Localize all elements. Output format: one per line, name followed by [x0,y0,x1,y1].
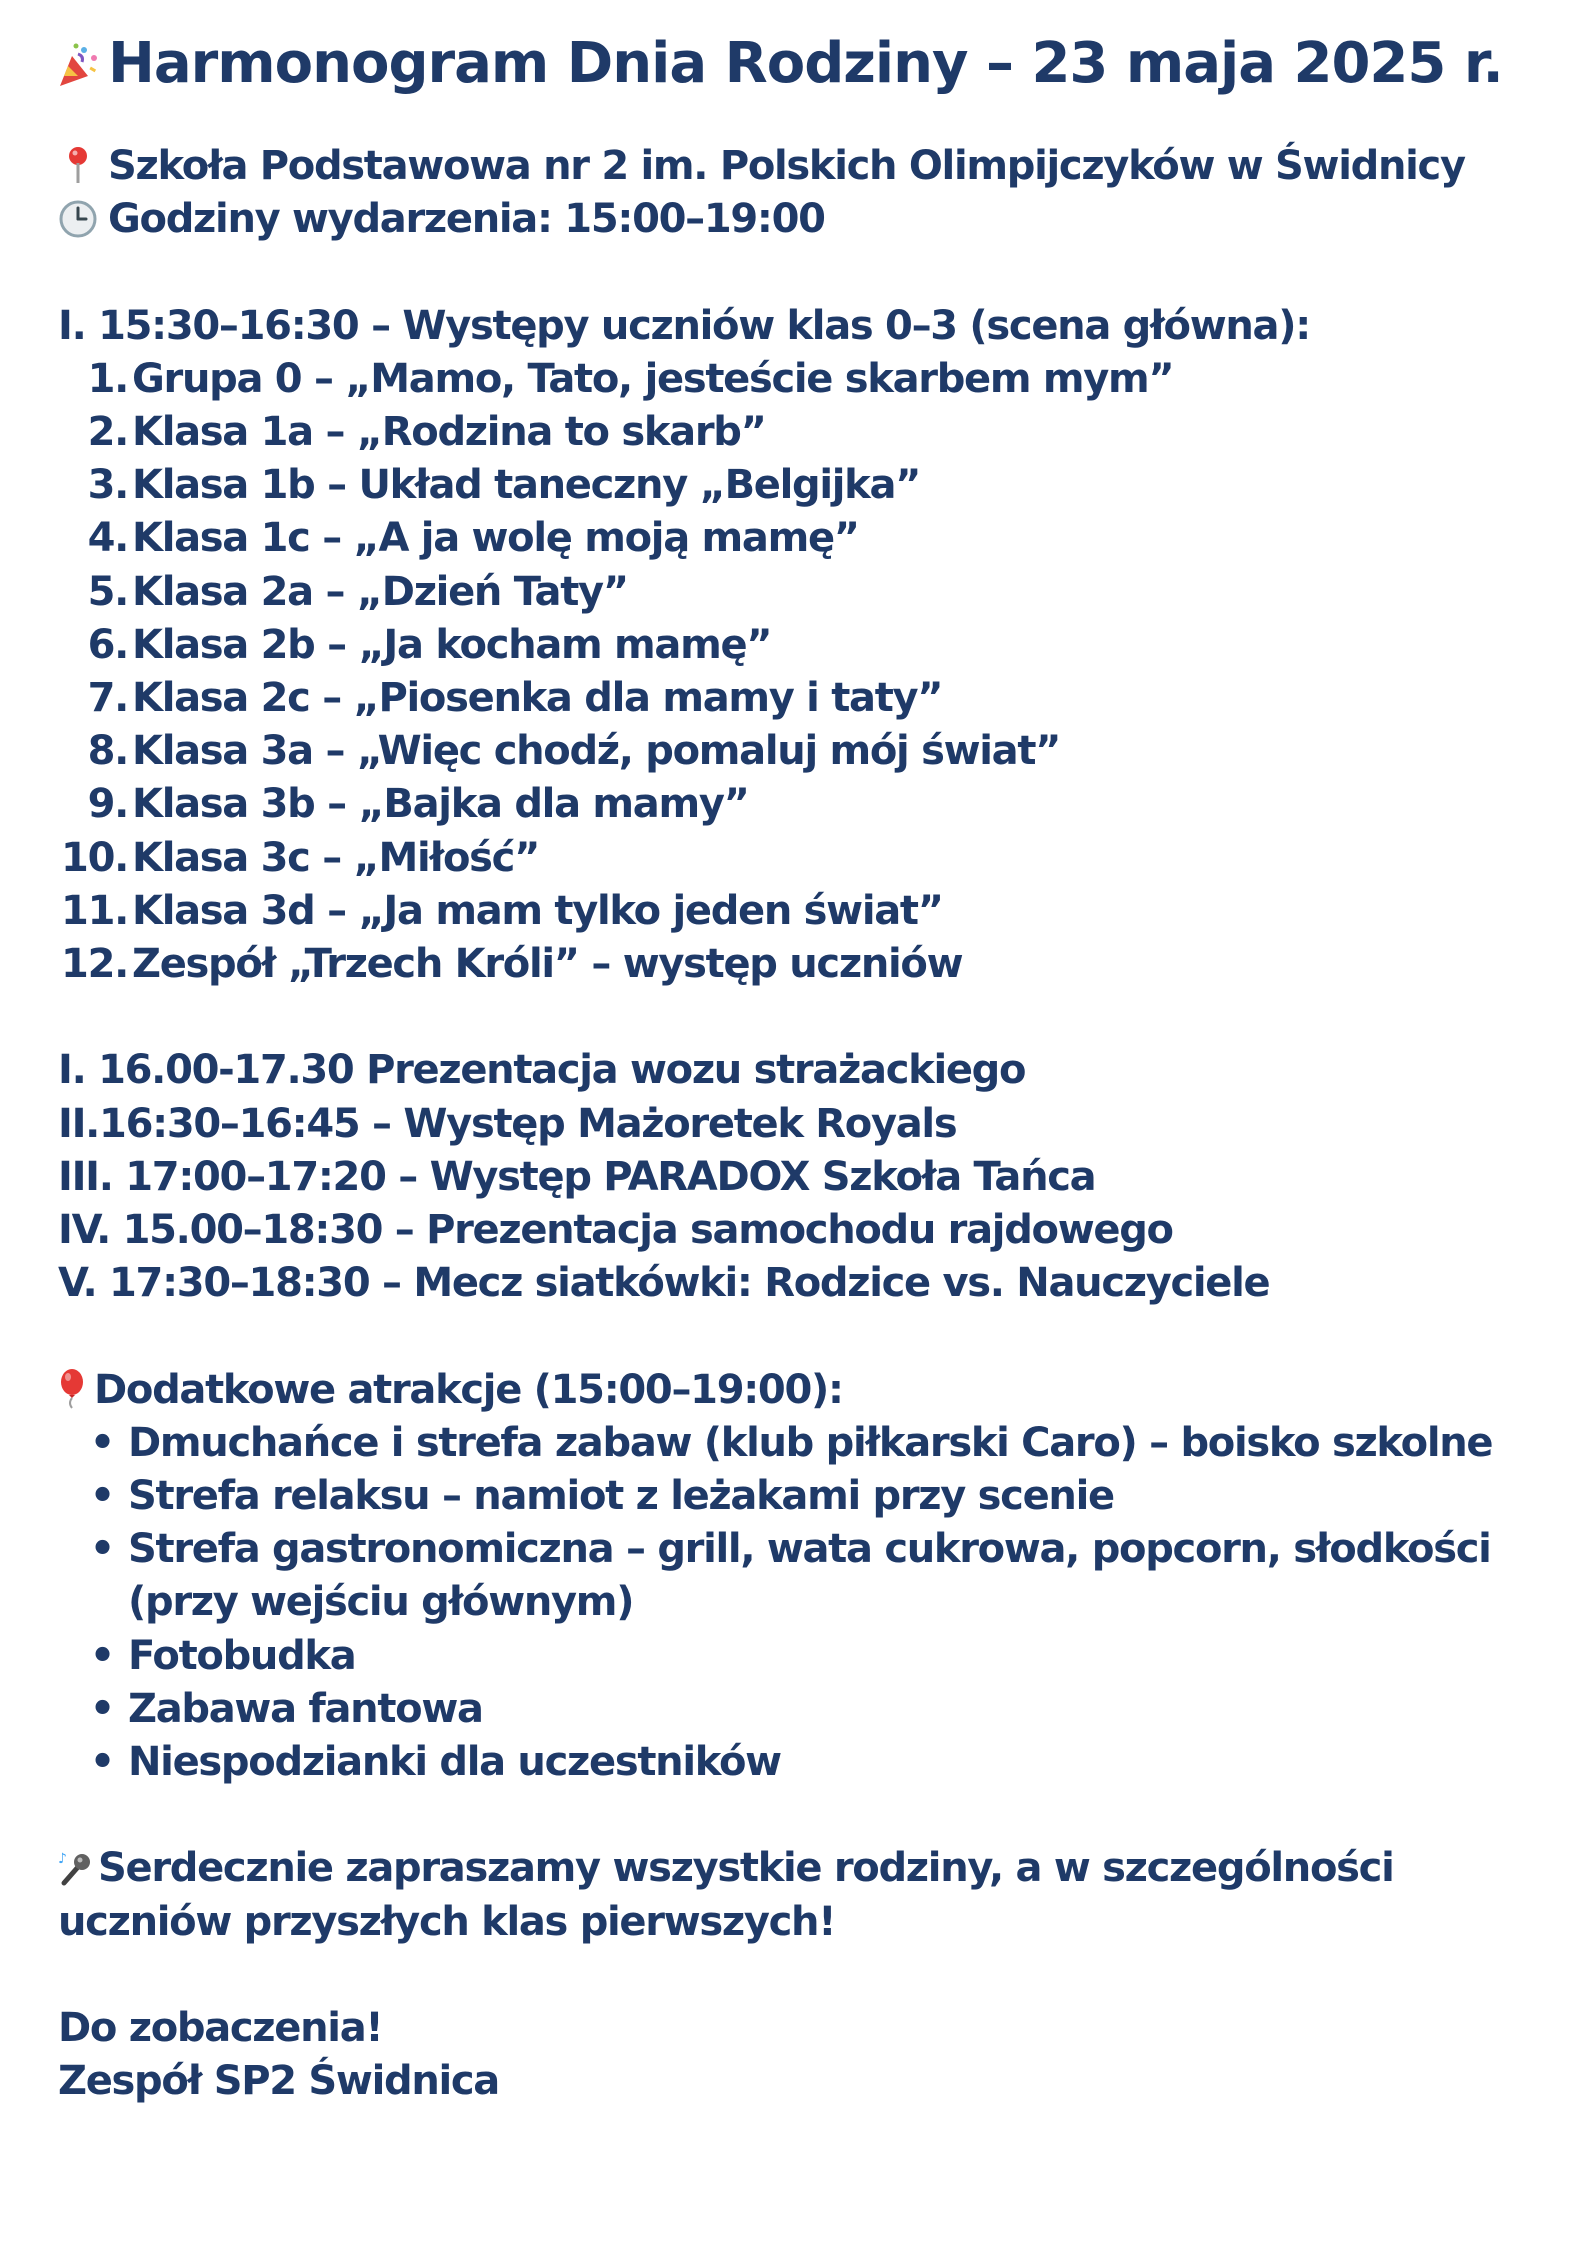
list-item-text: Klasa 2c – „Piosenka dla mamy i taty” [132,675,943,722]
list-item [58,459,1548,512]
list-item-text: Klasa 3c – „Miłość” [132,834,540,881]
schedule-item: III. 17:00–17:20 – Występ PARADOX Szkoła Tańca [58,1153,1096,1200]
hours-text: Godziny wydarzenia: 15:00–19:00 [108,196,825,243]
list-item-text: Klasa 3b – „Bajka dla mamy” [132,781,749,828]
list-item-number: 2. [87,409,128,455]
page-title [58,28,1548,100]
hours-line [58,193,1548,246]
list-item-number: 3. [87,462,128,509]
list-item [58,1470,1548,1523]
bullet: • [89,1739,114,1786]
list-item [58,1736,1548,1789]
list-item-text: Klasa 2a – „Dzień Taty” [132,568,628,615]
bullet: • [89,1473,114,1520]
list-item-text: Zespół „Trzech Króli” – występ uczniów [132,941,963,988]
party-popper-icon [58,28,98,100]
schedule-item: IV. 15.00–18:30 – Prezentacja samochodu rajdowego [58,1207,1173,1254]
list-item [58,353,1548,406]
balloon-icon [58,1364,86,1417]
list-item [58,566,1548,619]
list-item-number: 4. [87,515,128,562]
schedule-list [58,1044,1548,1310]
list-item-text: Klasa 2b – „Ja kocham mamę” [132,621,772,668]
list-item-text: Klasa 3d – „Ja mam tylko jeden świat” [132,887,943,934]
schedule-item: V. 17:30–18:30 – Mecz siatkówki: Rodzice vs. Nauczyciele [58,1260,1270,1307]
performances-list [58,353,1548,991]
microphone-icon [58,1842,92,1895]
list-item-number: 8. [87,728,128,775]
bullet: • [89,1632,114,1679]
list-item-number: 5. [87,568,128,615]
closing-line-2: Zespół SP2 Świdnica [58,2058,500,2105]
list-item [58,1417,1548,1470]
attractions-list [58,1417,1548,1789]
pin-icon [58,140,98,193]
attractions-heading-text: Dodatkowe atrakcje (15:00–19:00): [94,1366,843,1413]
title-text: Harmonogram Dnia Rodziny – 23 maja 2025 r. [108,31,1503,96]
list-item [58,1630,1548,1683]
invitation-line-1 [58,1842,1548,1895]
list-item-text: Klasa 3a – „Więc chodź, pomaluj mój świat” [132,728,1061,775]
list-item [58,1523,1548,1629]
bullet: • [89,1526,114,1573]
location-line [58,140,1548,193]
list-item-text: Klasa 1c – „A ja wolę moją mamę” [132,515,859,562]
list-item-text: Zabawa fantowa [128,1685,483,1732]
list-item-number: 9. [87,781,128,828]
list-item [58,619,1548,672]
schedule-item: I. 16.00-17.30 Prezentacja wozu strażackiego [58,1047,1026,1094]
list-item [58,832,1548,885]
list-item-number: 10. [61,834,128,881]
list-item-text: Strefa relaksu – namiot z leżakami przy scenie [128,1473,1114,1520]
document-page [58,28,1548,2108]
list-item [58,672,1548,725]
list-item [58,512,1548,565]
list-item [58,885,1548,938]
list-item-number: 7. [87,675,128,722]
list-item [58,406,1548,459]
list-item [58,778,1548,831]
list-item-text: Niespodzianki dla uczestników [128,1739,781,1786]
closing-line-1: Do zobaczenia! [58,2005,383,2052]
list-item-text: Dmuchańce i strefa zabaw (klub piłkarski Caro) – boisko szkolne [128,1419,1493,1466]
attractions-heading [58,1364,1548,1417]
list-item-text: Strefa gastronomiczna – grill, wata cukrowa, popcorn, słodkości (przy wejściu głównym) [128,1526,1491,1626]
list-item [58,1683,1548,1736]
list-item-text: Klasa 1b – Układ taneczny „Belgijka” [132,462,921,509]
list-item-number: 12. [61,941,128,988]
list-item-text: Grupa 0 – „Mamo, Tato, jesteście skarbem mym” [132,355,1174,402]
invitation-text-1: Serdecznie zapraszamy wszystkie rodziny, a w szczególności [98,1845,1394,1892]
list-item-text: Fotobudka [128,1632,356,1679]
section1-heading: I. 15:30–16:30 – Występy uczniów klas 0–3 (scena główna): [58,302,1310,349]
list-item-number: 11. [61,887,128,934]
invitation-line-2: uczniów przyszłych klas pierwszych! [58,1898,836,1945]
schedule-item: II.16:30–16:45 – Występ Mażoretek Royals [58,1100,957,1147]
svg-text:♪: ♪ [58,1851,66,1868]
list-item-number: 1. [87,355,128,402]
clock-icon [58,193,98,246]
bullet: • [89,1685,114,1732]
list-item [58,725,1548,778]
location-text: Szkoła Podstawowa nr 2 im. Polskich Olimpijczyków w Świdnicy [108,143,1465,189]
list-item [58,938,1548,991]
bullet: • [89,1419,114,1466]
list-item-text: Klasa 1a – „Rodzina to skarb” [132,409,766,455]
list-item-number: 6. [87,621,128,668]
